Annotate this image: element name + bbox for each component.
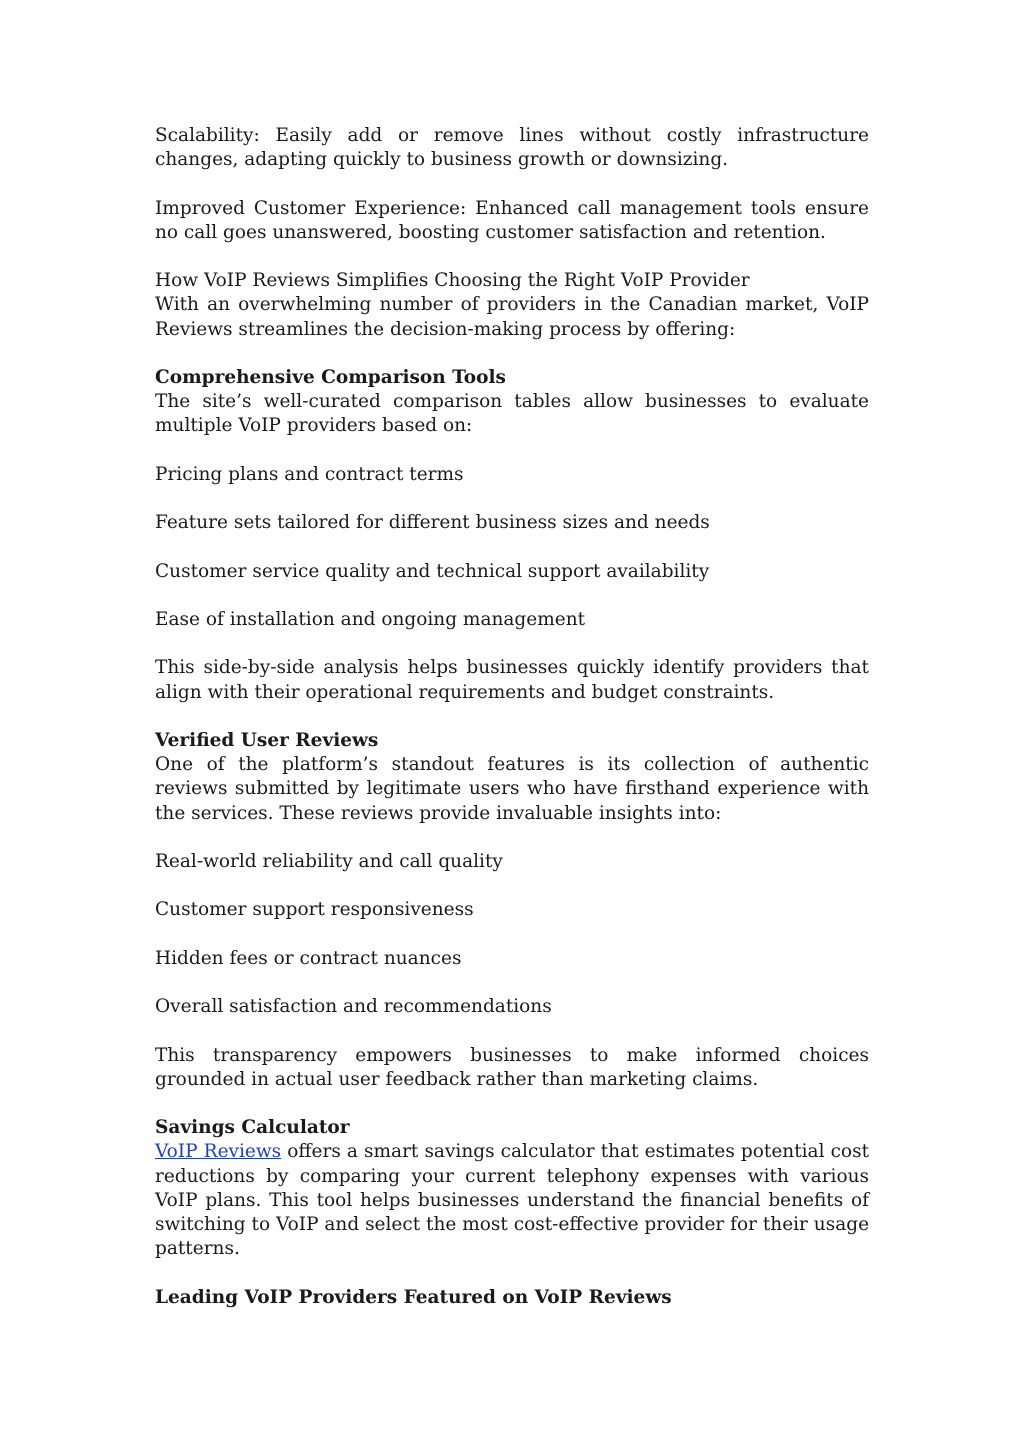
list-item: Ease of installation and ongoing management — [155, 608, 586, 630]
section-heading-how-voip-reviews: How VoIP Reviews Simplifies Choosing the Right VoIP Provider — [155, 270, 750, 292]
paragraph-customer-experience: Improved Customer Experience: Enhanced call management tools ensure no call goes unanswered, boosting customer satisfaction and retention. — [155, 197, 869, 243]
paragraph-reviews-intro: One of the platform’s standout features is its collection of authentic reviews submitted by legitimate users who have firsthand experience with the services. These reviews provide invaluable insights into: — [155, 754, 869, 824]
section-heading-verified-reviews: Verified User Reviews — [155, 729, 379, 751]
paragraph-reviews-summary: This transparency empowers businesses to make informed choices grounded in actual user feedback rather than marketing claims. — [155, 1044, 869, 1090]
paragraph-how-intro: With an overwhelming number of providers in the Canadian market, VoIP Reviews streamlines the decision-making process by offering: — [155, 294, 869, 340]
section-heading-comparison-tools: Comprehensive Comparison Tools — [155, 366, 506, 388]
list-item: Feature sets tailored for different business sizes and needs — [155, 512, 710, 534]
paragraph-scalability: Scalability: Easily add or remove lines without costly infrastructure changes, adapting quickly to business growth or downsizing. — [155, 125, 869, 171]
list-item: Customer service quality and technical support availability — [155, 560, 710, 582]
list-item: Overall satisfaction and recommendations — [155, 996, 552, 1018]
paragraph-savings-body: offers a smart savings calculator that estimates potential cost reductions by comparing your current telephony expenses with various VoIP plans. This tool helps businesses understand the financial benefits of switching to VoIP and select the most cost-effective provider for their usage patterns. — [155, 1141, 870, 1260]
list-item: Pricing plans and contract terms — [155, 463, 464, 485]
voip-reviews-link[interactable]: VoIP Reviews — [155, 1141, 282, 1163]
list-item: Real-world reliability and call quality — [155, 850, 503, 872]
section-heading-leading-providers: Leading VoIP Providers Featured on VoIP Reviews — [155, 1286, 672, 1308]
list-item: Customer support responsiveness — [155, 899, 474, 921]
list-item: Hidden fees or contract nuances — [155, 947, 462, 969]
paragraph-comparison-summary: This side-by-side analysis helps businesses quickly identify providers that align with their operational requirements and budget constraints. — [155, 657, 869, 703]
document-page — [155, 124, 869, 1310]
paragraph-comparison-intro: The site’s well-curated comparison tables allow businesses to evaluate multiple VoIP providers based on: — [155, 391, 869, 437]
section-heading-savings-calculator: Savings Calculator — [155, 1117, 350, 1139]
paragraph-savings — [155, 1140, 869, 1261]
